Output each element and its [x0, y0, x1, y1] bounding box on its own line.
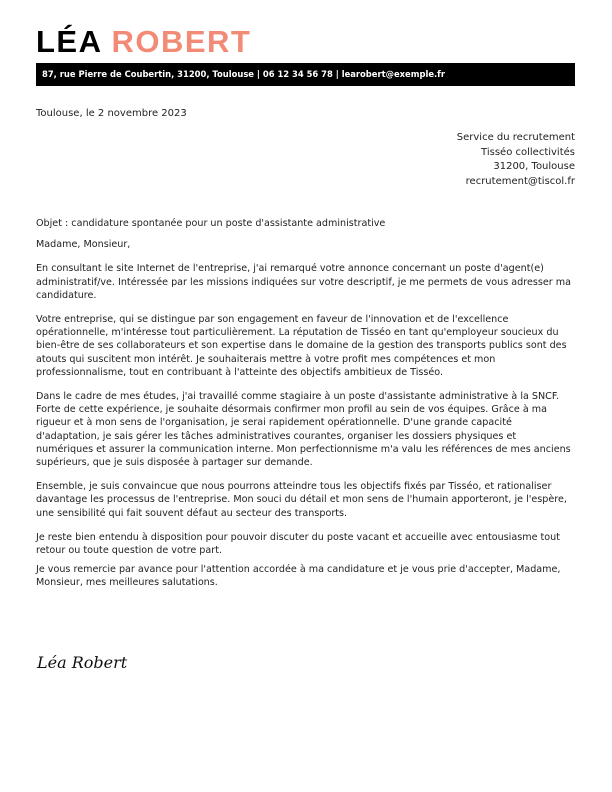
body-paragraph: Votre entreprise, qui se distingue par son engagement en faveur de l'innovation et de l'excellence opérationnelle, m'intéresse tout particulièrement. La réputation de Tisséo en tant qu'employeur soucieux du bien-être de ses collaborateurs et son expertise dans le domaine de la gestion des transports publics sont des atouts qui suscitent mon intérêt. Je souhaiterais mettre à votre profit mes compétences et mon professionnalisme, tout en contribuant à l'atteinte des objectifs ambitieux de Tisséo. — [36, 314, 567, 378]
last-name: ROBERT — [111, 24, 252, 59]
recipient-line: 31200, Toulouse — [493, 161, 575, 172]
signature: Léa Robert — [37, 653, 128, 672]
closing-paragraph: Je reste bien entendu à disposition pour pouvoir discuter du poste vacant et accueille avec entousiasme tout retour ou toute question de votre part. — [36, 531, 560, 557]
date-line: Toulouse, le 2 novembre 2023 — [36, 108, 187, 119]
body-paragraph: Dans le cadre de mes études, j'ai travaillé comme stagiaire à un poste d'assistante administrative à la SNCF. Forte de cette expérience, je souhaite désormais confirmer mon profil au sein de vos équipes. Grâce à ma rigueur et à mon sens de l'organisation, je serai rapidement opérationnelle. D'une grande capacité d'adaptation, je sais gérer les tâches administratives courantes, organiser les dossiers physiques et numériques et assurer la communication interne. Mon perfectionnisme m'a valu les références de mes anciens supérieurs, que je suis disposée à partager sur demande. — [36, 391, 571, 469]
letter-salutation: Madame, Monsieur, — [36, 239, 131, 251]
recipient-email: recrutement@tiscol.fr — [465, 175, 575, 187]
first-name: LÉA — [36, 24, 102, 59]
recipient-line: Service du recrutement — [456, 132, 575, 143]
body-paragraph: En consultant le site Internet de l'entreprise, j'ai remarqué votre annonce concernant un poste d'agent(e) administratif/ve. Intéressée par les missions indiquées sur votre descriptif, je me permets de vous adresser ma candidature. — [36, 263, 571, 301]
body-paragraph: Ensemble, je suis convaincue que nous pourrons atteindre tous les objectifs fixés par Tisséo, et rationaliser davantage les processus de l'entreprise. Mon souci du détail et mon sens de l'humain apporteront, je l'espère, une sensibilité qui fait souvent défaut au secteur des transports. — [36, 481, 567, 519]
recipient-line: Tisséo collectivités — [481, 146, 575, 158]
letter-body — [36, 217, 576, 590]
closing-salutation: Je vous remercie par avance pour l'attention accordée à ma candidature et je vous prie d'accepter, Madame, Monsieur, mes meilleures salutations. — [36, 564, 561, 589]
letter-object: Objet : candidature spontanée pour un poste d'assistante administrative — [36, 218, 386, 229]
applicant-name — [36, 24, 251, 60]
contact-bar: 87, rue Pierre de Coubertin, 31200, Toulouse | 06 12 34 56 78 | learobert@exemple.fr — [36, 63, 575, 86]
recipient-block — [457, 131, 575, 189]
